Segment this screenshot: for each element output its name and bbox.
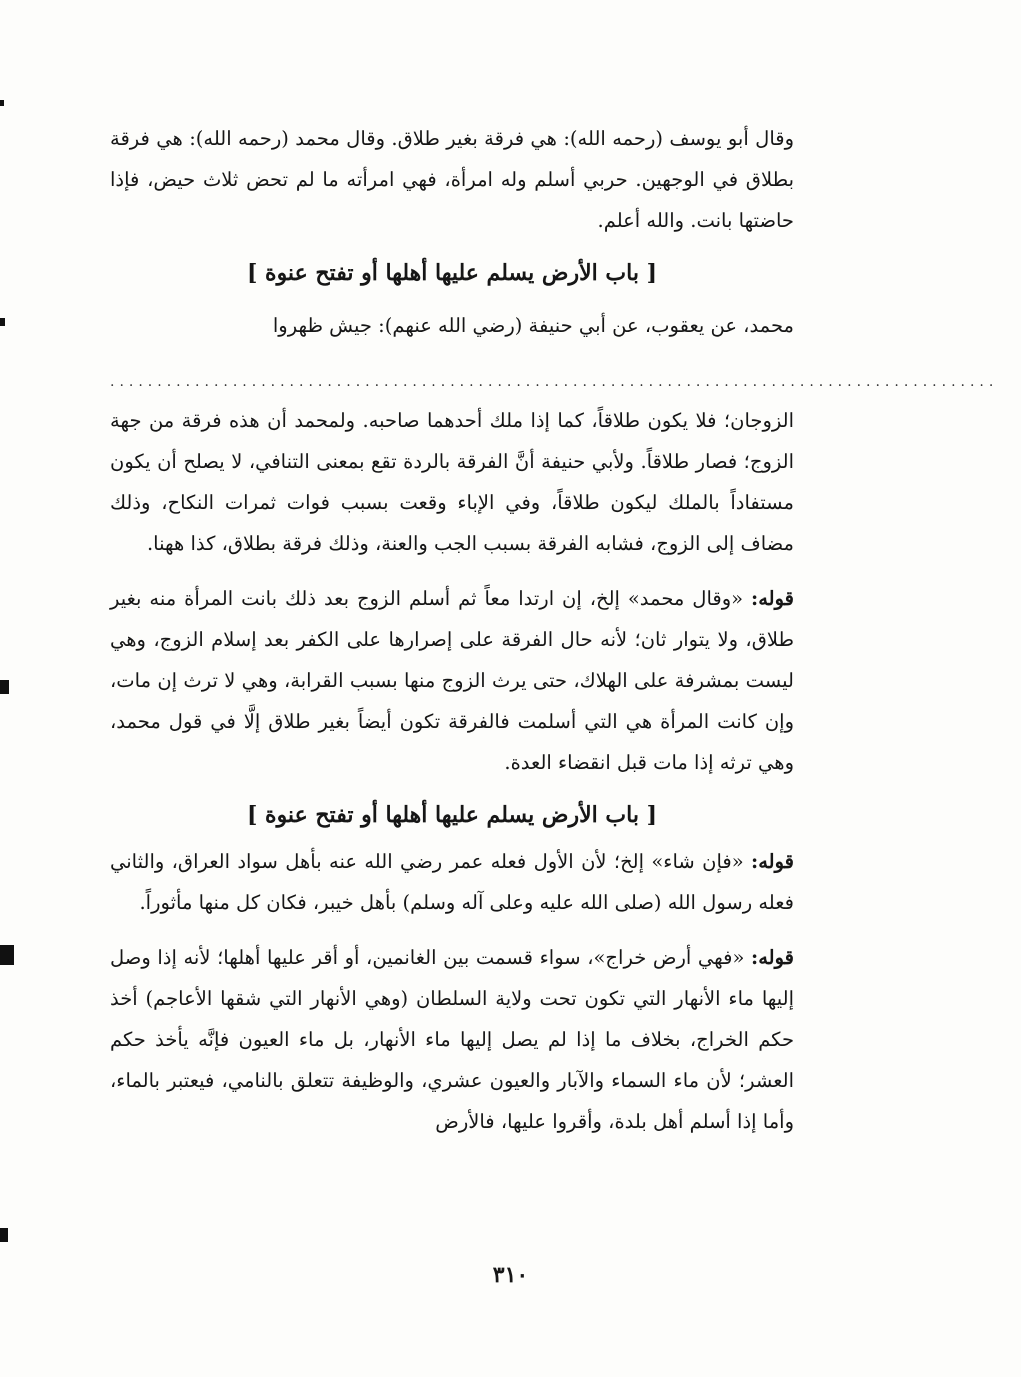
divider-dots: ..............................................................................................: [110, 374, 999, 390]
commentary-paragraph-3: [110, 841, 794, 923]
chapter-heading: [ باب الأرض يسلم عليها أهلها أو تفتح عنوة ]: [246, 260, 658, 286]
commentary-heading: [ باب الأرض يسلم عليها أهلها أو تفتح عنوة ]: [246, 802, 658, 828]
page-body: [110, 118, 999, 1142]
commentary-paragraph-4: [110, 937, 794, 1142]
commentary-label: قوله:: [751, 946, 794, 969]
scan-edge-mark: [0, 945, 14, 965]
commentary-paragraph-1: الزوجان؛ فلا يكون طلاقاً، كما إذا ملك أحدهما صاحبه. ولمحمد أن هذه فرقة من جهة الزوج؛ فصار طلاقاً. ولأبي حنيفة أنَّ الفرقة بالردة تقع بمعنى التنافي، لا يصلح أن يكون مستفاداً بالملك ليكون طلاقاً، وفي الإباء وقعت بسبب فوات ثمرات النكاح، وذلك مضاف إلى الزوج، فشابه الفرقة بسبب الجب والعنة، وذلك فرقة بطلاق، كذا ههنا.: [110, 409, 794, 555]
commentary-label: قوله:: [751, 587, 794, 610]
scan-edge-mark: [0, 680, 9, 694]
scan-edge-mark: [0, 318, 5, 326]
page-number: ٣١٠: [492, 1262, 529, 1288]
commentary-text: «فإن شاء» إلخ؛ لأن الأول فعله عمر رضي الله عنه بأهل سواد العراق، والثاني فعله رسول الله (صلى الله عليه وعلى آله وسلم) بأهل خيبر، فكان كل منها مأثوراً.: [110, 850, 794, 914]
top-paragraph-2: محمد، عن يعقوب، عن أبي حنيفة (رضي الله عنهم): جيش ظهروا: [272, 314, 794, 337]
top-paragraph-1: وقال أبو يوسف (رحمه الله): هي فرقة بغير طلاق. وقال محمد (رحمه الله): هي فرقة بطلاق في الوجهين. حربي أسلم وله امرأة، فهي امرأته ما لم تحض ثلاث حيض، فإذا حاضتها بانت. والله أعلم.: [110, 127, 794, 232]
scan-edge-mark: [0, 100, 4, 106]
commentary-text: «فهي أرض خراج»، سواء قسمت بين الغانمين، أو أقر عليها أهلها؛ لأنه إذا وصل إليها ماء الأنهار التي تكون تحت ولاية السلطان (وهي الأنهار التي شقها الأعاجم) أخذ حكم الخراج، بخلاف ما إذا لم يصل إليها ماء الأنهار، بل ماء العيون فإنَّه يأخذ حكم العشر؛ لأن ماء السماء والآبار والعيون عشري، والوظيفة تتعلق بالنامي، فيعتبر بالماء، وأما إذا أسلم أهل بلدة، وأقروا عليها، فالأرض: [110, 946, 794, 1133]
commentary-label: قوله:: [751, 850, 794, 873]
commentary-paragraph-2: [110, 578, 794, 783]
commentary-text: «وقال محمد» إلخ، إن ارتدا معاً ثم أسلم الزوج بعد ذلك بانت المرأة منه بغير طلاق، ولا يتوار ثان؛ لأنه حال الفرقة على إصرارها على الكفر بعد إسلام الزوج، وهي ليست بمشرفة على الهلاك، حتى يرث الزوج منها بسبب القرابة، وهي لا ترث إن مات، وإن كانت المرأة هي التي أسلمت فالفرقة تكون أيضاً بغير طلاق إلَّا في قول محمد، وهي ترثه إذا مات قبل انقضاء العدة.: [110, 587, 794, 774]
scan-edge-mark: [0, 1228, 8, 1242]
